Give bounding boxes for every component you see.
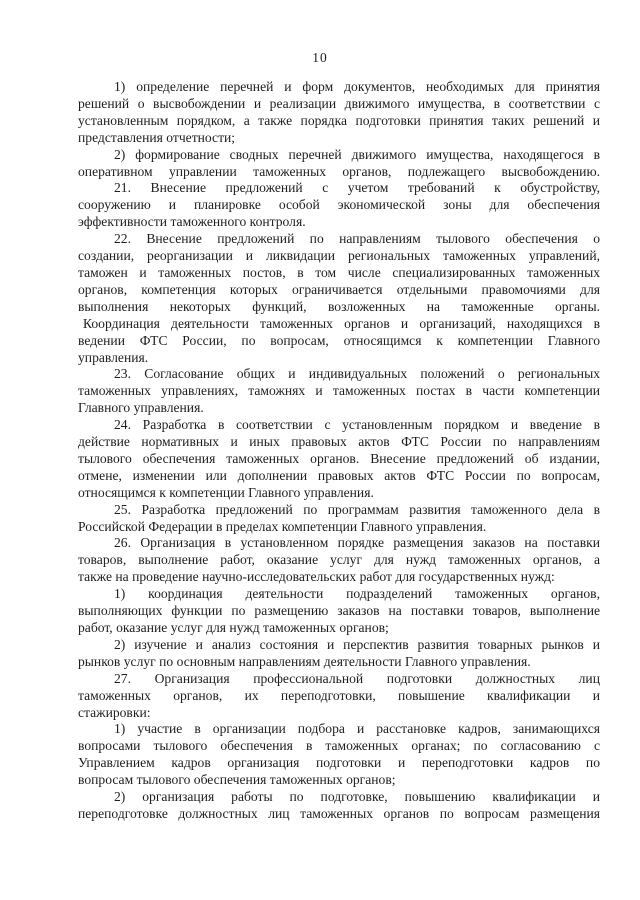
text-line: управления. [78, 349, 149, 365]
text-line: работ, оказание услуг для нужд таможенных органов; [78, 620, 389, 635]
text-line: стажировки: [78, 704, 151, 720]
text-line: 1) участие в организации подбора и расстановке кадров, занимающихся [114, 721, 600, 737]
text-line: 21. Внесение предложений с учетом требований к обустройству, [114, 180, 600, 196]
text-line: 26. Организация в установленном порядке размещения заказов на поставки [114, 535, 600, 551]
text-line: 22. Внесение предложений по направлениям тылового обеспечения о [114, 231, 600, 247]
text-line: таможен и таможенных постов, в том числе специализированных таможенных [78, 264, 600, 280]
paragraph [78, 789, 600, 823]
text-line: таможенных органов, их переподготовки, повышение квалификации и [78, 687, 600, 703]
text-line: также на проведение научно-исследовательских работ для государственных нужд: [78, 569, 555, 585]
paragraph [78, 366, 600, 417]
paragraph [78, 417, 600, 502]
text-line: создании, реорганизации и ликвидации региональных таможенных управлений, [78, 248, 600, 264]
text-line: оперативном управлении таможенных органов, подлежащего высвобождению. [78, 163, 600, 179]
paragraph [78, 180, 600, 231]
paragraph [78, 637, 600, 671]
text-line: 27. Организация профессиональной подготовки должностных лиц [114, 670, 600, 686]
text-line: рынков услуг по основным направлениям деятельности Главного управления. [78, 653, 531, 669]
text-line: Управлением кадров организация подготовки и переподготовки кадров по [78, 755, 600, 771]
paragraph [78, 79, 600, 147]
text-line: сооружению и планировке особой экономической зоны для обеспечения [78, 197, 600, 213]
paragraph [78, 502, 600, 536]
text-line: 1) определение перечней и форм документов, необходимых для принятия [114, 79, 600, 94]
text-line: 2) изучение и анализ состояния и перспектив развития товарных рынков и [114, 636, 600, 652]
text-line: представления отчетности; [78, 129, 236, 145]
text-line: относящимся к компетенции Главного управления. [78, 484, 374, 500]
paragraph [78, 721, 600, 789]
paragraph [78, 671, 600, 722]
text-line: 2) формирование сводных перечней движимого имущества, находящегося в [114, 146, 600, 162]
text-line: органов, компетенция которых ограничивается отдельными правомочиями для [78, 281, 600, 297]
paragraph [78, 535, 600, 586]
text-line: ведении ФТС России, по вопросам, относящимся к компетенции Главного [78, 332, 600, 348]
text-line: Российской Федерации в пределах компетенции Главного управления. [78, 518, 487, 534]
paragraph [78, 147, 600, 181]
text-line: переподготовке должностных лиц таможенных органов по вопросам размещения [78, 805, 600, 821]
text-line: выполняющих функции по размещению заказов на поставки товаров, выполнение [78, 603, 600, 619]
page-number: 10 [312, 50, 328, 65]
text-line: 1) координация деятельности подразделений таможенных органов, [114, 586, 600, 602]
text-line: 23. Согласование общих и индивидуальных положений о региональных [114, 366, 600, 382]
text-line: Координация деятельности таможенных органов и организаций, находящихся в [83, 315, 600, 331]
text-line: эффективности таможенного контроля. [78, 214, 306, 230]
text-line: вопросами тылового обеспечения в таможенных органах; по согласованию с [78, 738, 600, 754]
text-line: 24. Разработка в соответствии с установленным порядком и введение в [114, 417, 600, 433]
text-line: 2) организация работы по подготовке, повышению квалификации и [114, 789, 600, 805]
text-line: Главного управления. [78, 400, 204, 416]
paragraph [78, 231, 600, 316]
text-line: отмене, изменении или дополнении правовых актов ФТС России по вопросам, [78, 467, 600, 483]
paragraph [78, 586, 600, 637]
text-line: таможенных управлениях, таможнях и таможенных постах в части компетенции [78, 383, 600, 399]
text-line: действие нормативных и иных правовых актов ФТС России по направлениям [78, 434, 600, 450]
text-line: выполнения некоторых функций, возложенных на таможенные органы. [78, 298, 600, 314]
text-line: тылового обеспечения таможенных органов. Внесение предложений об издании, [78, 450, 600, 466]
text-line: установленным порядком, а также порядка подготовки принятия таких решений и [78, 112, 600, 128]
text-line: решений о высвобождении и реализации движимого имущества, в соответствии с [78, 95, 600, 111]
text-line: товаров, выполнение работ, оказание услуг для нужд таможенных органов, а [78, 552, 600, 568]
document-body [78, 79, 600, 823]
text-line: вопросам тылового обеспечения таможенных органов; [78, 772, 396, 788]
text-line: 25. Разработка предложений по программам развития таможенного дела в [114, 501, 600, 517]
paragraph [78, 316, 600, 367]
